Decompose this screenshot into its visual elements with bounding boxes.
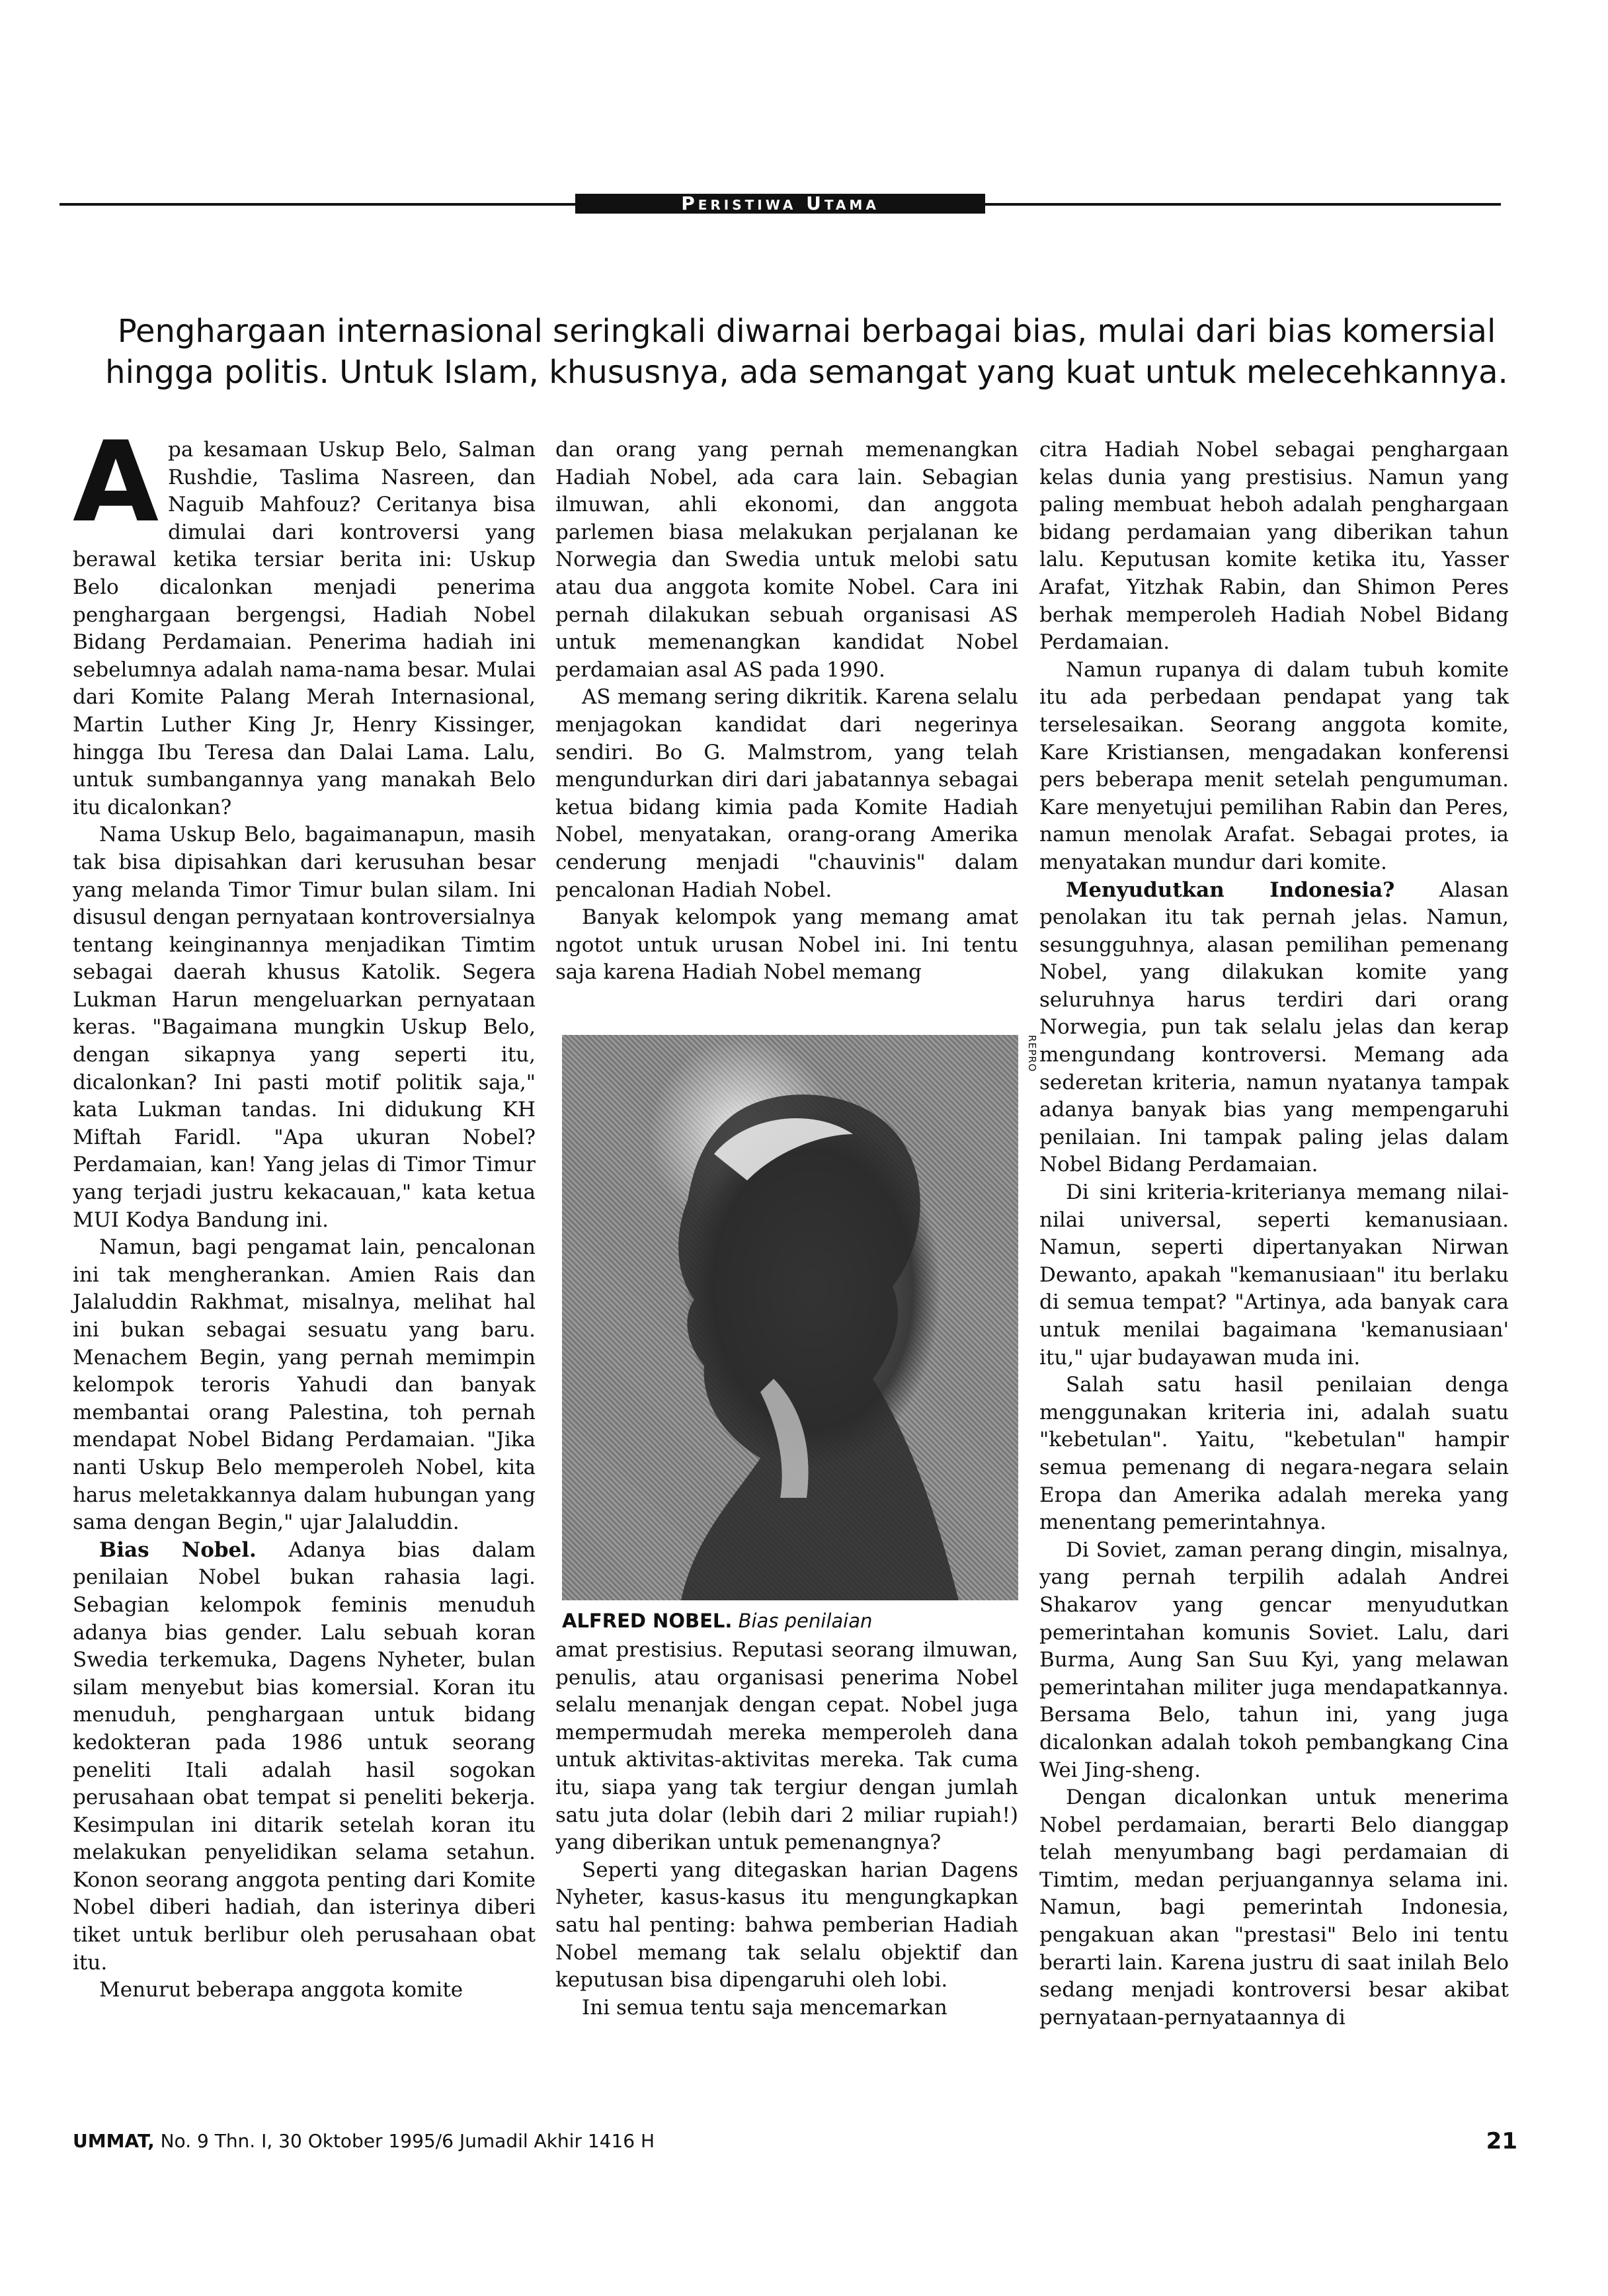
paragraph: citra Hadiah Nobel sebagai penghargaan kelas dunia yang prestisius. Namun yang paling membuat heboh adalah penghargaan bidang perdamaian yang diberikan tahun lalu. Keputusan komite ketika itu, Yasser Arafat, Yitzhak Rabin, dan Shimon Peres berhak memperoleh Hadiah Nobel Bidang Perdamaian. [1039,438,1509,655]
caption-description: Bias penilaian [738,1610,873,1632]
photo-credit: REPRO [1026,1035,1038,1073]
paragraph: Dengan dicalonkan untuk menerima Nobel perdamaian, berarti Belo dianggap telah menyumbang bagi perdamaian di Timtim, medan perjuangannya selama ini. Namun, bagi pemerintah Indonesia, pengakuan akan "prestasi" Belo ini tentu berarti lain. Karena justru di saat inilah Belo sedang menjadi kontroversi besar akibat pernyataan-pernyataannya di [1039,1785,1509,2030]
article-lede: Penghargaan internasional seringkali diwarnai berbagai bias, mulai dari bias komersial hingga politis. Untuk Islam, khususnya, ada semangat yang kuat untuk melecehkannya. [105,313,1508,391]
column-2 [555,436,1018,987]
photo-caption [562,1609,1025,1633]
paragraph: Ini semua tentu saja mencemarkan [582,1995,947,2020]
paragraph: Salah satu hasil penilaian denga menggunakan kriteria ini, adalah suatu "kebetulan". Yaitu, "kebetulan" hampir semua pemenang di negara-negara selain Eropa dan Amerika adalah mereka yang menentang pemerintahnya. [1039,1373,1509,1535]
paragraph: Namun rupanya di dalam tubuh komite itu ada perbedaan pendapat yang tak terselesaikan. Seorang anggota komite, Kare Kristiansen, mengadakan konferensi pers beberapa menit setelah pengumuman. Kare menyetujui pemilihan Rabin dan Peres, namun menolak Arafat. Sebagai protes, ia menyatakan mundur dari komite. [1039,657,1509,874]
page-number: 21 [1486,2128,1517,2154]
caption-name: ALFRED NOBEL. [562,1610,733,1632]
paragraph: Seperti yang ditegaskan harian Dagens Nyheter, kasus-kasus itu mengungkapkan satu hal penting: bahwa pemberian Hadiah Nobel memang tak selalu objektif dan keputusan bisa dipengaruhi oleh lobi. [555,1858,1018,1992]
column-1 [73,417,536,2004]
portrait-photo [562,1035,1018,1600]
paragraph: Apa kesamaan Uskup Belo, Salman Rushdie, Taslima Nasreen, dan Naguib Mahfouz? Ceritanya bisa dimulai dari kontroversi yang berawal ketika tersiar berita ini: Uskup Belo dicalonkan menjadi penerima penghargaan bergengsi, Hadiah Nobel Bidang Perdamaian. Penerima hadiah ini sebelumnya adalah nama-nama besar. Mulai dari Komite Palang Merah Internasional, Martin Luther King Jr, Henry Kissinger, hingga Ibu Teresa dan Dalai Lama. Lalu, untuk sumbangannya yang manakah Belo itu dicalonkan? [73,417,536,819]
magazine-name: UMMAT, [73,2130,155,2152]
page-footer [73,2129,1517,2153]
paragraph: Namun, bagi pengamat lain, pencalonan ini tak mengherankan. Amien Rais dan Jalaluddin Rakhmat, misalnya, melihat hal ini bukan sebagai sesuatu yang baru. Menachem Begin, yang pernah memimpin kelompok teroris Yahudi dan banyak membantai orang Palestina, toh pernah mendapat Nobel Bidang Perdamaian. "Jika nanti Uskup Belo memperoleh Nobel, kita harus meletakkannya dalam hubungan yang sama dengan Begin," ujar Jalaluddin. [73,1235,536,1535]
header-rule-right [985,203,1501,206]
column-2-continued [555,1637,1018,2022]
paragraph: dan orang yang pernah memenangkan Hadiah Nobel, ada cara lain. Sebagian ilmuwan, ahli ekonomi, dan anggota parlemen biasa melakukan perjalanan ke Norwegia dan Swedia untuk melobi satu atau dua anggota komite Nobel. Cara ini pernah dilakukan sebuah organisasi AS untuk memenangkan kandidat Nobel perdamaian asal AS pada 1990. [555,438,1018,682]
paragraph: Menyudutkan Indonesia? Alasan penolakan itu tak pernah jelas. Namun, sesungguhnya, alasan pemilihan pemenang Nobel, yang dilakukan komite yang seluruhnya harus terdiri dari orang Norwegia, pun tak selalu jelas dan kerap mengundang kontroversi. Memang ada sederetan kriteria, namun nyatanya tampak adanya banyak bias yang mempengaruhi penilaian. Ini tampak paling jelas dalam Nobel Bidang Perdamaian. [1039,878,1509,1177]
header-rule-left [60,203,575,206]
subheading: Menyudutkan Indonesia? [1066,878,1395,902]
paragraph: Di sini kriteria-kriterianya memang nilai-nilai universal, seperti kemanusiaan. Namun, seperti dipertanyakan Nirwan Dewanto, apakah "kemanusiaan" itu berlaku di semua tempat? "Artinya, ada banyak cara untuk menilai bagaimana 'kemanusiaan' itu," ujar budayawan muda ini. [1039,1180,1509,1370]
section-header [60,194,1501,214]
issue-info: No. 9 Thn. I, 30 Oktober 1995/6 Jumadil Akhir 1416 H [160,2130,655,2152]
subheading: Bias Nobel. [99,1538,257,1562]
portrait-silhouette [562,1035,1018,1600]
paragraph: Banyak kelompok yang memang amat ngotot untuk urusan Nobel ini. Ini tentu saja karena Hadiah Nobel memang [555,905,1018,985]
paragraph: Menurut beberapa anggota komite [99,1978,463,2002]
paragraph: Nama Uskup Belo, bagaimanapun, masih tak bisa dipisahkan dari kerusuhan besar yang melanda Timor Timur bulan silam. Ini disusul dengan pernyataan kontroversialnya tentang keinginannya menjadikan Timtim sebagai daerah khusus Katolik. Segera Lukman Harun mengeluarkan pernyataan keras. "Bagaimana mungkin Uskup Belo, dengan sikapnya yang seperti itu, dicalonkan? Ini pasti motif politik saja," kata Lukman tandas. Ini didukung KH Miftah Faridl. "Apa ukuran Nobel? Perdamaian, kan! Yang jelas di Timor Timur yang terjadi justru kekacauan," kata ketua MUI Kodya Bandung ini. [73,823,536,1232]
paragraph: Bias Nobel. Adanya bias dalam penilaian Nobel bukan rahasia lagi. Sebagian kelompok feminis menuduh adanya bias gender. Lalu sebuah koran Swedia terkemuka, Dagens Nyheter, bulan silam menyebut bias komersial. Koran itu menuduh, penghargaan untuk bidang kedokteran pada 1986 untuk seorang peneliti Itali adalah hasil sogokan perusahaan obat tempat si peneliti bekerja. Kesimpulan ini ditarik setelah koran itu melakukan penyelidikan selama setahun. Konon seorang anggota penting dari Komite Nobel diberi hadiah, dan isterinya diberi tiket untuk berlibur oleh perusahaan obat itu. [73,1538,536,1975]
paragraph: AS memang sering dikritik. Karena selalu menjagokan kandidat dari negerinya sendiri. Bo G. Malmstrom, yang telah mengundurkan diri dari jabatannya sebagai ketua bidang kimia pada Komite Hadiah Nobel, menyatakan, orang-orang Amerika cenderung menjadi "chauvinis" dalam pencalonan Hadiah Nobel. [555,685,1018,902]
section-label: Peristiwa Utama [575,194,985,214]
drop-cap: A [73,417,159,547]
column-3 [1039,436,1509,2031]
paragraph: Di Soviet, zaman perang dingin, misalnya, yang pernah terpilih adalah Andrei Shakarov yang gencar menyudutkan pemerintahan komunis Soviet. Lalu, dari Burma, Aung San Suu Kyi, yang melawan pemerintahan militer juga mendapatkannya. Bersama Belo, tahun ini, yang juga dicalonkan adalah tokoh pembangkang Cina Wei Jing-sheng. [1039,1538,1509,1782]
paragraph: amat prestisius. Reputasi seorang ilmuwan, penulis, atau organisasi penerima Nobel selalu menanjak dengan cepat. Nobel juga mempermudah mereka memperoleh dana untuk aktivitas-aktivitas mereka. Tak cuma itu, siapa yang tak tergiur dengan jumlah satu juta dolar (lebih dari 2 miliar rupiah!) yang diberikan untuk pemenangnya? [555,1638,1018,1855]
